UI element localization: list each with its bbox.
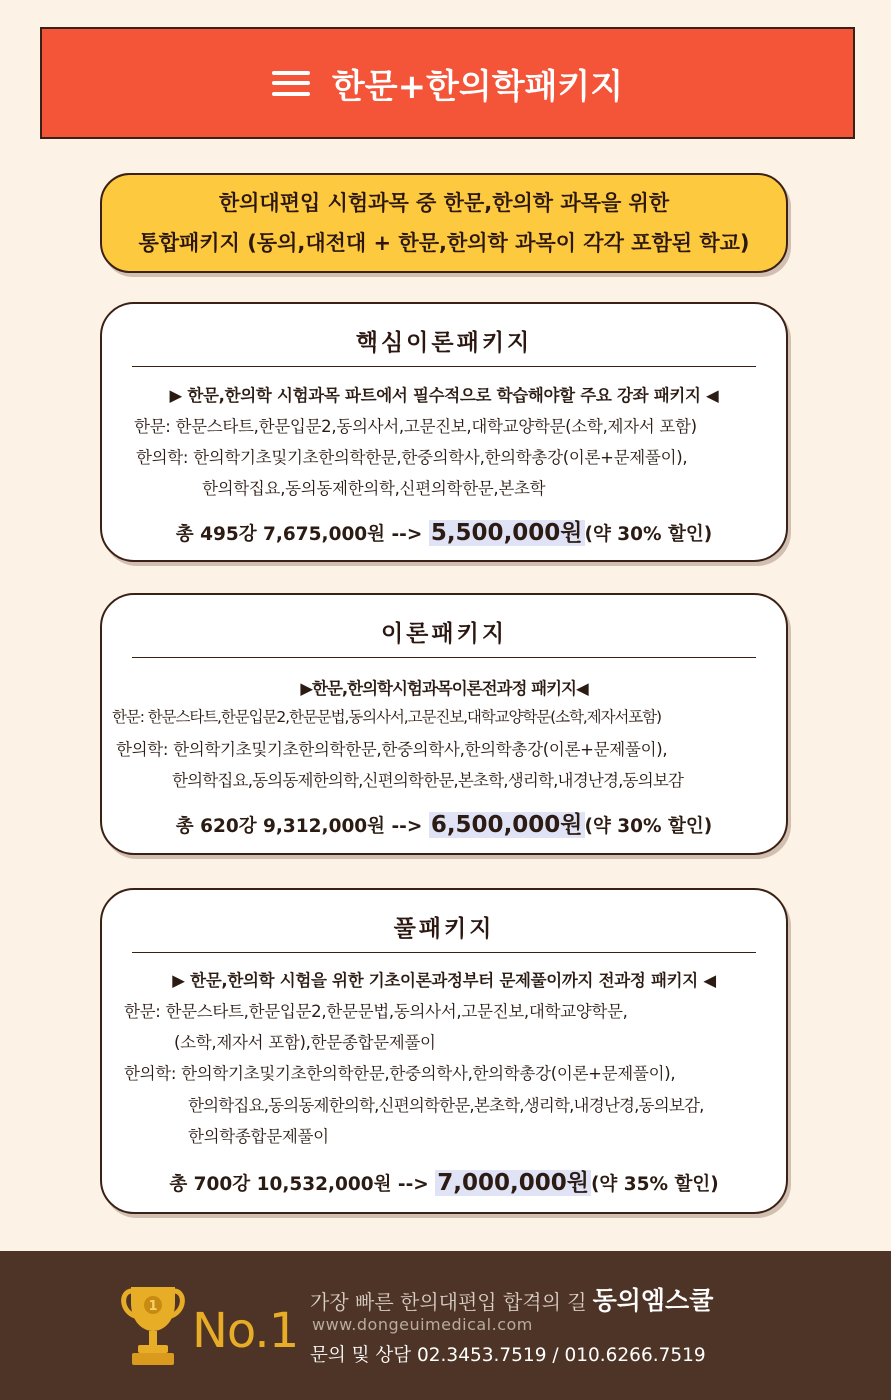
core-package-total bbox=[102, 514, 786, 547]
contact-info: 문의 및 상담 02.3453.7519 / 010.6266.7519 bbox=[310, 1345, 706, 1366]
full-package-divider bbox=[132, 952, 756, 953]
full-package-hanuihak-3: 한의학종합문제풀이 bbox=[188, 1127, 329, 1146]
theory-package-total bbox=[102, 806, 786, 839]
theory-package-hanuihak-2: 한의학집요,동의동제한의학,신편의학한문,본초학,생리학,내경난경,동의보감 bbox=[172, 771, 684, 790]
full-package-hanuihak-2: 한의학집요,동의동제한의학,신편의학한문,본초학,생리학,내경난경,동의보감, bbox=[188, 1096, 704, 1115]
core-package-discount: (약 30% 할인) bbox=[584, 524, 713, 545]
theory-package-discount: (약 30% 할인) bbox=[584, 816, 713, 837]
full-package-hanmun-2: (소학,제자서 포함),한문종합문제풀이 bbox=[174, 1033, 436, 1052]
full-package-discount: (약 35% 할인) bbox=[590, 1174, 719, 1195]
trophy-icon bbox=[118, 1285, 188, 1369]
theory-package-price: 6,500,000원 bbox=[430, 812, 583, 838]
theory-package-total-prefix: 총 620강 9,312,000원 --> bbox=[175, 816, 423, 837]
core-package-divider bbox=[132, 366, 756, 367]
full-package-hanmun-1: 한문: 한문스타트,한문입문2,한문문법,동의사서,고문진보,대학교양학문, bbox=[124, 1002, 628, 1021]
full-package-total-prefix: 총 700강 10,532,000원 --> bbox=[169, 1174, 429, 1195]
rank-label: No.1 bbox=[192, 1303, 299, 1359]
theory-package-title: 이론패키지 bbox=[380, 621, 508, 647]
brand-name: 동의엠스쿨 bbox=[592, 1286, 714, 1315]
page-title: 한문+한의학패키지 bbox=[331, 66, 624, 107]
svg-text:1: 1 bbox=[148, 1299, 158, 1314]
core-package-card bbox=[100, 302, 788, 562]
core-package-hanmun: 한문: 한문스타트,한문입문2,동의사서,고문진보,대학교양학문(소학,제자서 포함) bbox=[134, 417, 697, 436]
full-package-card bbox=[100, 888, 788, 1214]
core-package-title: 핵심이론패키지 bbox=[355, 330, 533, 356]
core-package-total-prefix: 총 495강 7,675,000원 --> bbox=[175, 524, 423, 545]
theory-package-divider bbox=[132, 657, 756, 658]
footer-slogan bbox=[310, 1281, 713, 1317]
theory-package-hanmun: 한문: 한문스타트,한문입문2,한문문법,동의사서,고문진보,대학교양학문(소학,제자서포함) bbox=[112, 708, 661, 726]
theory-package-tagline: ▶한문,한의학시험과목이론전과정 패키지◀ bbox=[300, 679, 588, 698]
full-package-tagline: ▶ 한문,한의학 시험을 위한 기초이론과정부터 문제풀이까지 전과정 패키지 ◀ bbox=[172, 971, 716, 990]
full-package-total bbox=[102, 1164, 786, 1197]
intro-line-1: 한의대편입 시험과목 중 한문,한의학 과목을 위한 bbox=[218, 191, 670, 215]
hamburger-icon bbox=[272, 71, 310, 96]
full-package-title: 풀패키지 bbox=[393, 916, 495, 942]
core-package-price: 5,500,000원 bbox=[430, 520, 583, 546]
website-link[interactable]: www.dongeuimedical.com bbox=[312, 1315, 533, 1334]
core-package-hanuihak-1: 한의학: 한의학기초및기초한의학한문,한중의학사,한의학총강(이론+문제풀이), bbox=[136, 448, 688, 467]
theory-package-hanuihak-1: 한의학: 한의학기초및기초한의학한문,한중의학사,한의학총강(이론+문제풀이), bbox=[116, 740, 668, 759]
header-banner bbox=[40, 27, 855, 139]
footer bbox=[0, 1251, 891, 1400]
theory-package-card bbox=[100, 593, 788, 855]
core-package-tagline: ▶ 한문,한의학 시험과목 파트에서 필수적으로 학습해야할 주요 강좌 패키지 ◀ bbox=[169, 386, 719, 405]
full-package-hanuihak-1: 한의학: 한의학기초및기초한의학한문,한중의학사,한의학총강(이론+문제풀이), bbox=[124, 1064, 676, 1083]
full-package-price: 7,000,000원 bbox=[437, 1170, 589, 1196]
slogan-text: 가장 빠른 한의대편입 합격의 길 bbox=[310, 1290, 587, 1314]
intro-box bbox=[100, 173, 788, 273]
core-package-hanuihak-2: 한의학집요,동의동제한의학,신편의학한문,본초학 bbox=[202, 479, 546, 498]
intro-line-2: 통합패키지 (동의,대전대 + 한문,한의학 과목이 각각 포함된 학교) bbox=[138, 231, 750, 255]
